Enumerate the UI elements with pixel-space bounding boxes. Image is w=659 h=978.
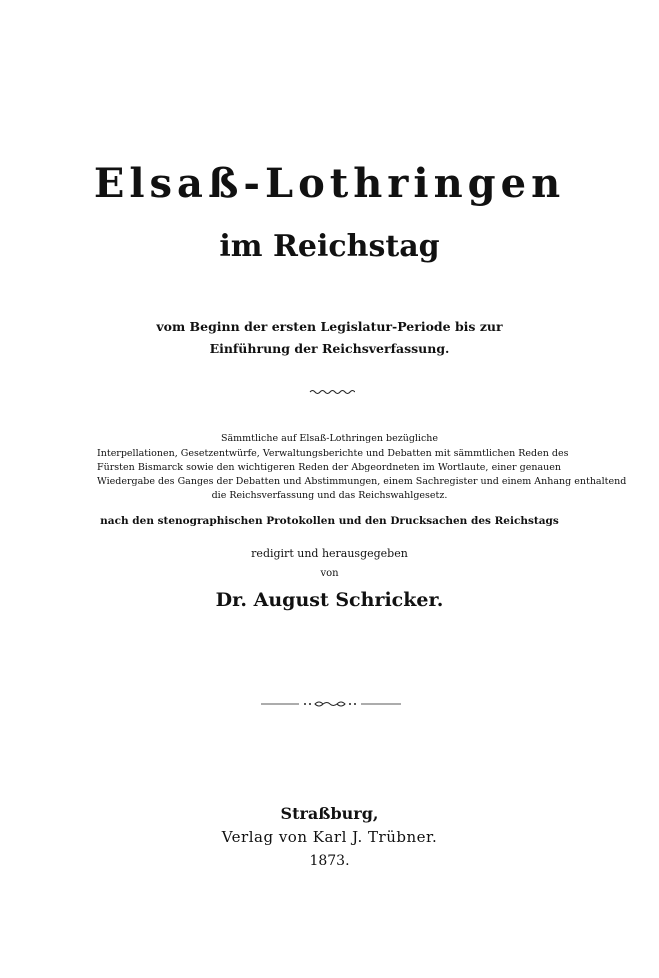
contents-line-4: Wiedergabe des Ganges der Debatten und Abstimmungen, einem Sachregister und einem Anhang enthaltend <box>97 476 627 487</box>
subtitle: im Reichstag <box>219 229 440 264</box>
contents-line-2: Interpellationen, Gesetzentwürfe, Verwaltungsberichte und Debatten mit sämmtlichen Reden des <box>97 448 569 459</box>
title: Elsaß-Lothringen <box>93 160 566 207</box>
contents-line-5: die Reichsverfassung und das Reichswahlgesetz. <box>211 490 448 501</box>
von-label: von <box>320 568 339 579</box>
imprint-year: 1873. <box>309 853 350 869</box>
ornament-divider <box>259 697 403 711</box>
contents-line-3: Fürsten Bismarck sowie den wichtigeren Reden der Abgeordneten im Wortlaute, einer genauen <box>97 462 561 473</box>
description-line-2: Einführung der Reichsverfassung. <box>209 341 450 356</box>
imprint-publisher: Verlag von Karl J. Trübner. <box>221 828 438 846</box>
description-line-1: vom Beginn der ersten Legislatur-Periode bis zur <box>156 319 503 334</box>
edited-by: redigirt und herausgegeben <box>251 547 408 560</box>
wave-divider <box>309 388 355 396</box>
contents-line-1: Sämmtliche auf Elsaß-Lothringen bezügliche <box>220 433 439 444</box>
imprint-place: Straßburg, <box>280 804 379 823</box>
author: Dr. August Schricker. <box>215 589 444 611</box>
source-line: nach den stenographischen Protokollen und den Drucksachen des Reichstags <box>100 515 559 527</box>
